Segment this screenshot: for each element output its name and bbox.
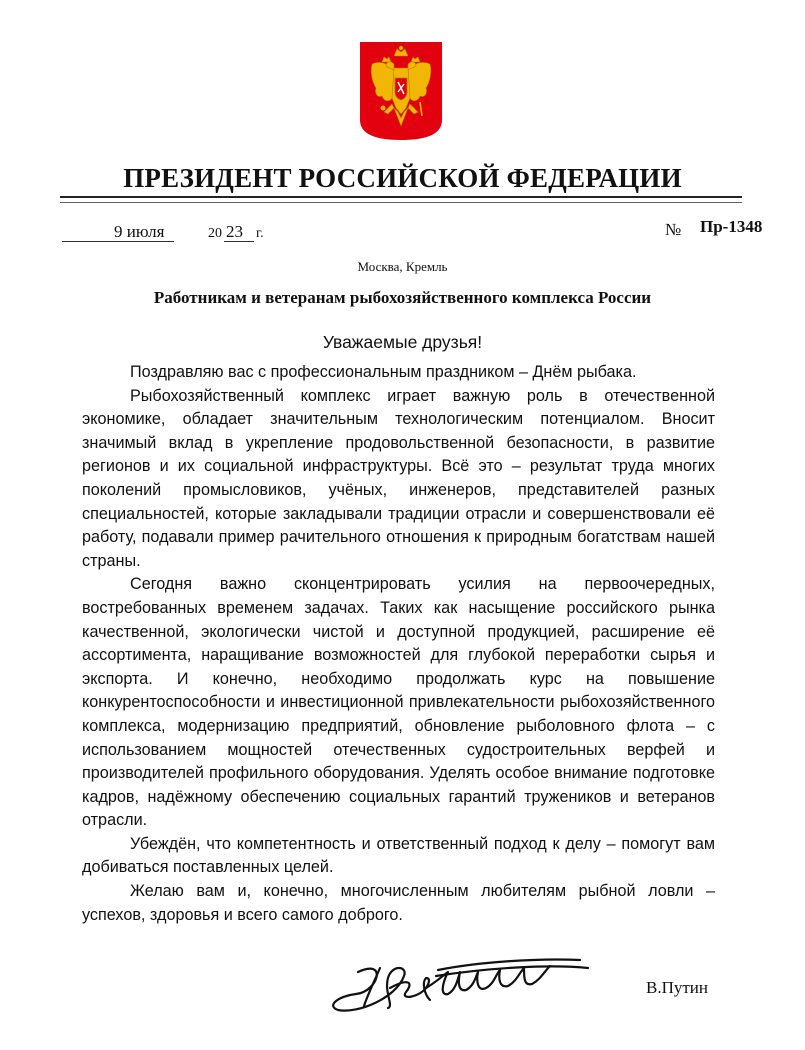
document-date [62, 222, 282, 246]
signer-name: В.Путин [646, 978, 708, 997]
paragraph: Убеждён, что компетентность и ответственный подход к делу – помогут вам добиваться поставленных целей. [82, 834, 715, 877]
paragraph: Рыбохозяйственный комплекс играет важную роль в отечественной экономике, обладает значительным технологическим потенциалом. Вносит значимый вклад в укрепление продовольственной безопасности, в развитие регионов и их социальной инфраструктуры. Всё это – результат труда многих поколений промысловиков, учёных, инженеров, представителей разных специальностей, которые закладывали традиции отрасли и совершенствовали её работу, подавали пример рачительного отношения к природным богатствам нашей страны. [82, 386, 715, 570]
date-year-prefix: 20 [208, 226, 222, 241]
paragraph: Сегодня важно сконцентрировать усилия на первоочередных, востребованных временем задачах. Таких как насыщение российского рынка качественной, экологически чистой и доступной продукцией, расширение её ассортимента, наращивание возможностей для глубокой переработки сырья и экспорта. И конечно, необходимо продолжать курс на повышение конкурентоспособности и инвестиционной привлекательности рыбохозяйственного комплекса, модернизацию предприятий, обновление рыболовного флота – с использованием мощностей отечественных судостроительных верфей и производителей профильного оборудования. Уделять особое внимание подготовке кадров, надёжному обеспечению социальных гарантий тружеников и ветеранов отрасли. [82, 575, 715, 830]
paragraph: Поздравляю вас с профессиональным праздником – Днём рыбака. [130, 363, 637, 381]
number-sign: № [665, 220, 682, 239]
salutation: Уважаемые друзья! [322, 332, 483, 352]
header-divider-thin [60, 202, 742, 203]
date-year-suffix: 23 [226, 222, 243, 241]
header-divider [60, 196, 742, 198]
date-day-month: 9 июля [114, 222, 165, 241]
letterhead-title: ПРЕЗИДЕНТ РОССИЙСКОЙ ФЕДЕРАЦИИ [123, 163, 682, 193]
addressee: Работникам и ветеранам рыбохозяйственного комплекса России [153, 288, 652, 307]
document-number: Пр-1348 [700, 217, 763, 236]
paragraph: Желаю вам и, конечно, многочисленным любителям рыбной ловли – успехов, здоровья и всего самого доброго. [82, 882, 715, 924]
place-of-issue: Москва, Кремль [357, 259, 448, 274]
coat-of-arms-icon [360, 42, 442, 140]
signature-icon [318, 948, 598, 1018]
date-year-unit: г. [256, 226, 264, 241]
letter-body [82, 361, 715, 927]
